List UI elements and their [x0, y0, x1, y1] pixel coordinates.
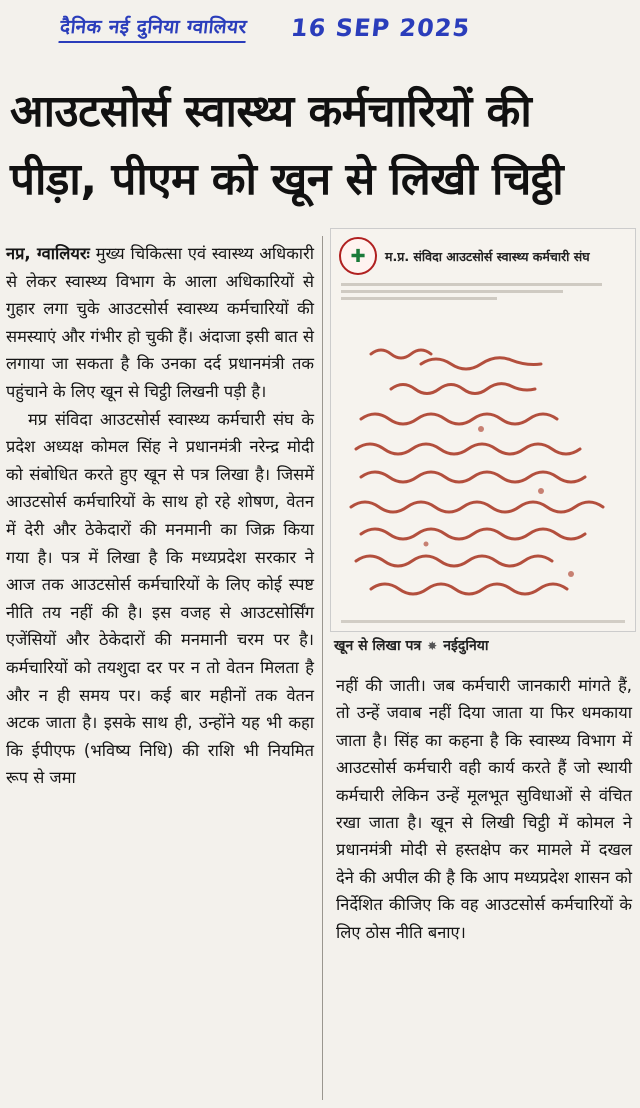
headline-line-1: आउटसोर्स स्वास्थ्य कर्मचारियों की	[10, 86, 532, 137]
letterhead-footer-line	[341, 620, 625, 623]
article-paragraph-1-body: मुख्य चिकित्सा एवं स्वास्थ्य अधिकारी से लेकर स्वास्थ्य विभाग के आला अधिकारियों से गुहार लगा चुके आउटसोर्स स्वास्थ्य कर्मचारियों की समस्याएं और गंभीर हो चुकी हैं। अंदाजा इसी बात से लगाया जा सकता है कि उनका दर्द प्रधानमंत्री तक पहुंचाने के लिए खून से चिट्ठी लिखनी पड़ी है।	[6, 244, 314, 401]
blood-handwriting	[331, 229, 635, 631]
letterhead-org-name: म.प्र. संविदा आउटसोर्स स्वास्थ्य कर्मचारी संघ	[385, 248, 590, 264]
headline	[10, 78, 630, 214]
bullet-icon: ✸	[427, 638, 438, 653]
stamp-newspaper-name: दैनिक नई दुनिया ग्वालियर	[58, 13, 248, 43]
article-paragraph-1	[6, 240, 314, 406]
article-right-column	[336, 672, 632, 946]
union-emblem-icon: ✚	[339, 237, 377, 275]
dateline: नप्र, ग्वालियरः	[6, 244, 90, 263]
photo-caption-text: खून से लिखा पत्र	[334, 638, 422, 654]
article-paragraph-3: नहीं की जाती। जब कर्मचारी जानकारी मांगते हैं, तो उन्हें जवाब नहीं दिया जाता या फिर धमकाया जाता है। सिंह का कहना है कि स्वास्थ्य विभाग में आउटसोर्स कर्मचारी वही कार्य करते हैं जो स्थायी कर्मचारी लेकिन उन्हें मूलभूत सुविधाओं से वंचित रखा जाता है। खून से लिखी चिट्ठी में कोमल ने प्रधानमंत्री मोदी से हस्तक्षेप कर मामले में दखल देने की अपील की है कि आप मध्यप्रदेश शासन को निर्देशित कीजिए कि वह आउटसोर्स कर्मचारियों के लिए ठोस नीति बनाए।	[336, 676, 632, 942]
photo-credit: नईदुनिया	[443, 638, 489, 654]
column-divider	[322, 236, 323, 1100]
photo-caption	[334, 636, 634, 655]
article-left-column	[6, 240, 314, 792]
date-stamp	[60, 6, 600, 50]
headline-line-2: पीड़ा, पीएम को खून से लिखी चिट्ठी	[10, 154, 564, 205]
stamp-date: 16 SEP 2025	[289, 14, 472, 42]
article-paragraph-2: मप्र संविदा आउटसोर्स स्वास्थ्य कर्मचारी संघ के प्रदेश अध्यक्ष कोमल सिंह ने प्रधानमंत्री नरेन्द्र मोदी को संबोधित करते हुए खून से पत्र लिखा है। जिसमें आउटसोर्स कर्मचारियों के साथ हो रहे शोषण, वेतन में देरी और ठेकेदारों की मनमानी का जिक्र किया गया है। पत्र में लिखा है कि मध्यप्रदेश सरकार ने आज तक आउटसोर्स कर्मचारियों के लिए कोई स्पष्ट नीति तय नहीं की है। इस वजह से आउटसोर्सिंग एजेंसियों और ठेकेदारों की मनमानी चरम पर है। कर्मचारियों को तयशुदा दर पर न तो वेतन मिलता है और न ही समय पर। कई बार महीनों तक वेतन अटक जाता है। इसके साथ ही, उन्होंने यह भी कहा कि ईपीएफ (भविष्य निधि) की राशि भी नियमित रूप से जमा	[6, 409, 314, 788]
blood-letter-photo	[330, 228, 636, 632]
